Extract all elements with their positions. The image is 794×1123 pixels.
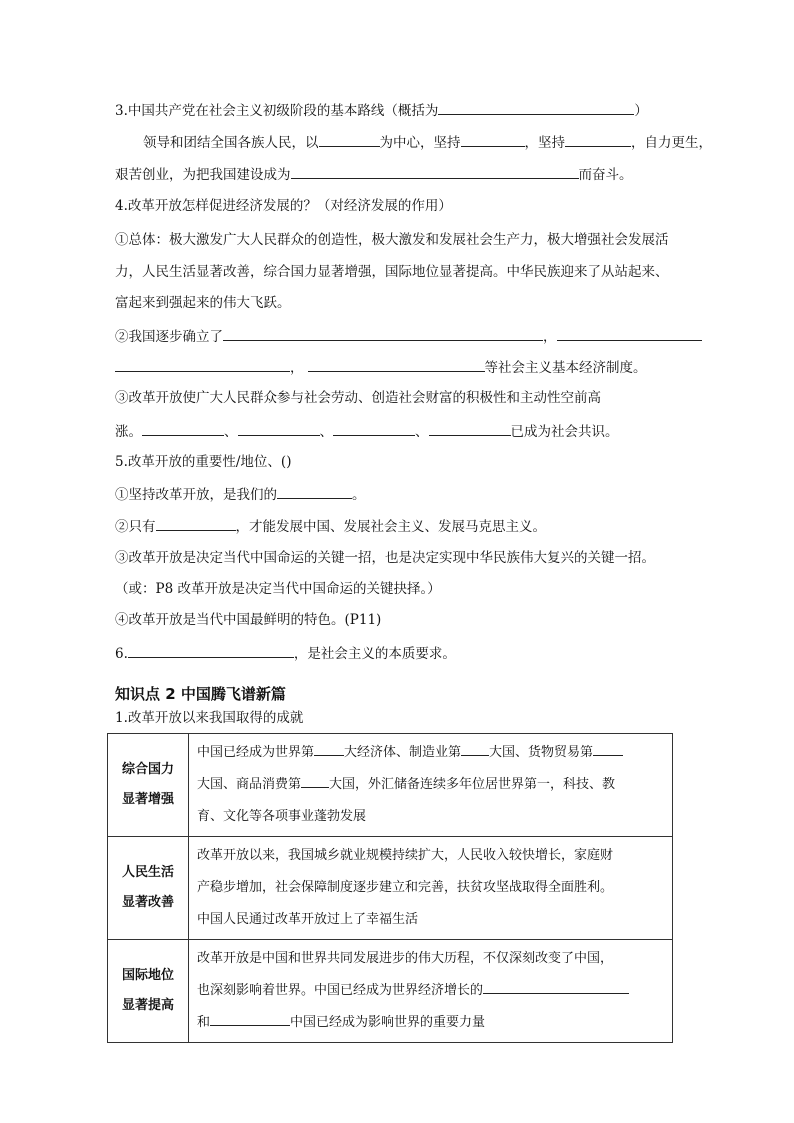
q3-blank-center[interactable] [319, 132, 380, 147]
q5-blank-weapon[interactable] [277, 484, 352, 499]
q4-blank-system-4[interactable] [308, 357, 485, 372]
blank-stabilizer[interactable] [210, 1011, 290, 1026]
q4-blank-respect-2[interactable] [238, 421, 320, 436]
blank-manufacturing-rank[interactable] [461, 741, 489, 756]
row-header: 国际地位 显著提高 [108, 940, 189, 1043]
section-subtitle: 1.改革开放以来我国取得的成就 [115, 710, 304, 726]
q4-blank-respect-4[interactable] [429, 421, 511, 436]
q5-blank-only[interactable] [156, 516, 236, 531]
q6-line: 6. ，是社会主义的本质要求。 [115, 643, 456, 664]
q3-line-1: 领导和团结全国各族人民，以 为中心，坚持 ，坚持 ，自力更生， [143, 132, 712, 153]
q4-p1-line-3: 富起来到强起来的伟大飞跃。 [115, 295, 291, 311]
blank-trade-rank[interactable] [593, 741, 623, 756]
blank-economy-rank[interactable] [314, 741, 344, 756]
q3-blank-persist-1[interactable] [461, 132, 525, 147]
table-row [108, 940, 673, 1043]
q3-line-2: 艰苦创业，为把我国建设成为 而奋斗。 [115, 164, 633, 185]
row-header: 人民生活 显著改善 [108, 837, 189, 940]
section-title: 知识点 2 中国腾飞谱新篇 [115, 685, 286, 703]
q5-p3: ③改革开放是决定当代中国命运的关键一招，也是决定实现中华民族伟大复兴的关键一招。 [115, 550, 655, 566]
q4-p3-line-2: 涨。 、 、 、 已成为社会共识。 [115, 421, 619, 442]
row-content: 中国已经成为世界第 大经济体、制造业第 大国、货物贸易第 大国、商品消费第 大国，外汇储备连续多年位居世界第一，科技、教 育、文化等各项事业蓬勃发展 [189, 734, 673, 837]
q4-blank-respect-1[interactable] [142, 421, 224, 436]
q4-title: 4.改革开放怎样促进经济发展的？（对经济发展的作用） [115, 198, 452, 214]
q4-p1-line-2: 力，人民生活显著改善，综合国力显著增强，国际地位显著提高。中华民族迎来了从站起来、 [115, 264, 669, 280]
q4-blank-system-1[interactable] [223, 326, 543, 341]
q5-p4: ④改革开放是当代中国最鲜明的特色。(P11) [115, 612, 382, 628]
q3-blank-goal[interactable] [291, 164, 579, 179]
row-header: 综合国力 显著增强 [108, 734, 189, 837]
q4-p2-line-2: ， 等社会主义基本经济制度。 [115, 357, 647, 378]
q6-blank-essence[interactable] [128, 643, 294, 658]
q3-blank-summary[interactable] [438, 100, 634, 115]
q4-p2-line-1: ②我国逐步确立了 ， [115, 326, 702, 347]
q4-blank-system-3[interactable] [115, 357, 290, 372]
q3-title: 3.中国共产党在社会主义初级阶段的基本路线（概括为 [115, 103, 439, 119]
row-content: 改革开放以来，我国城乡就业规模持续扩大，人民收入较快增长，家庭财 产稳步增加，社会保障制度逐步建立和完善，扶贫攻坚战取得全面胜利。 中国人民通过改革开放过上了幸福生活 [189, 837, 673, 940]
achievements-table [107, 733, 673, 1043]
q5-p3-note: （或：P8 改革开放是决定当代中国命运的关键抉择。） [115, 581, 441, 597]
q3-title-line: 3.中国共产党在社会主义初级阶段的基本路线（概括为 ） [115, 100, 648, 121]
table-row [108, 734, 673, 837]
blank-consumption-rank[interactable] [301, 773, 329, 788]
q4-p3-line-1: ③改革开放使广大人民群众参与社会劳动、创造社会财富的积极性和主动性空前高 [115, 390, 601, 406]
q5-p1: ①坚持改革开放，是我们的 。 [115, 484, 366, 505]
q3-blank-persist-2[interactable] [565, 132, 631, 147]
q4-blank-respect-3[interactable] [333, 421, 415, 436]
table-row [108, 837, 673, 940]
q5-title: 5.改革开放的重要性/地位、() [115, 454, 292, 470]
row-content: 改革开放是中国和世界共同发展进步的伟大历程，不仅深刻改变了中国， 也深刻影响着世界。中国已经成为世界经济增长的 和 中国已经成为影响世界的重要力量 [189, 940, 673, 1043]
q4-blank-system-2[interactable] [557, 326, 702, 341]
q5-p2: ②只有 ，才能发展中国、发展社会主义、发展马克思主义。 [115, 516, 546, 537]
blank-growth-engine[interactable] [483, 979, 629, 994]
q4-p1-line-1: ①总体：极大激发广大人民群众的创造性，极大激发和发展社会生产力，极大增强社会发展活 [115, 232, 669, 248]
